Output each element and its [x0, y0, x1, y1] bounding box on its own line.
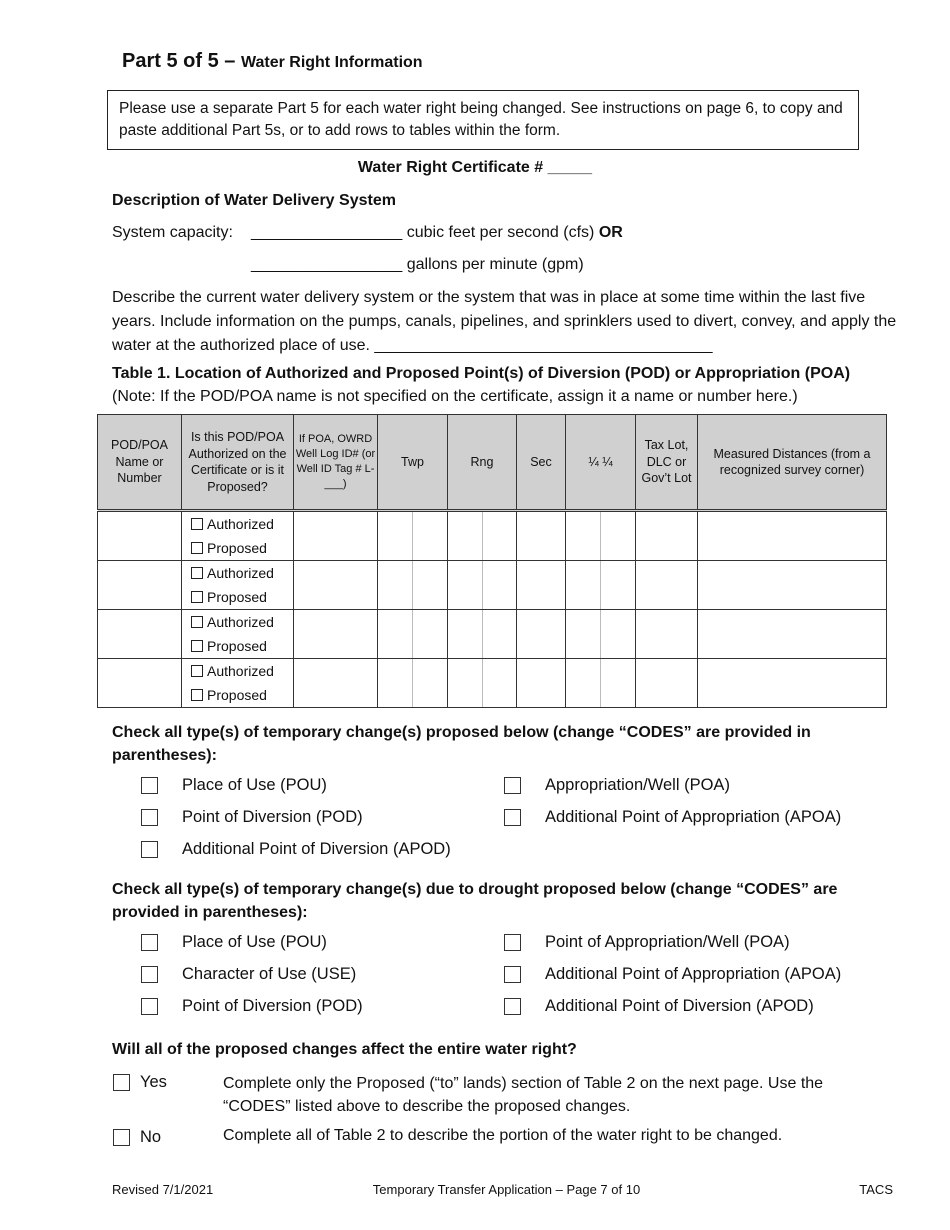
twp-dir-cell[interactable]	[413, 511, 448, 561]
table1-title: Table 1. Location of Authorized and Proposed Point(s) of Diversion (POD) or Appropriation (POA)	[112, 365, 851, 382]
col-sec-header: Sec	[517, 415, 566, 511]
pod-table	[97, 414, 887, 708]
proposed-checkbox[interactable]	[191, 640, 203, 652]
cfs-line	[251, 224, 623, 242]
name-cell[interactable]	[98, 659, 182, 708]
taxlot-cell[interactable]	[636, 561, 698, 610]
temp-changes-heading: Check all type(s) of temporary change(s) proposed below (change “CODES” are provided in parentheses):	[112, 724, 811, 764]
name-cell[interactable]	[98, 511, 182, 561]
qq2-cell[interactable]	[601, 561, 636, 610]
delivery-heading: Description of Water Delivery System	[112, 192, 396, 209]
col-distances-header: Measured Distances (from a recognized survey corner)	[698, 415, 887, 511]
table1-note: (Note: If the POD/POA name is not specified on the certificate, assign it a name or number here.)	[112, 388, 798, 405]
qq1-cell[interactable]	[566, 659, 601, 708]
yes-checkbox[interactable]	[113, 1074, 130, 1091]
or-text: OR	[598, 224, 623, 241]
no-label: No	[140, 1128, 162, 1146]
capacity-label: System capacity:	[112, 224, 233, 241]
temp-option-pod[interactable]	[141, 808, 363, 827]
cfs-text: cubic feet per second (cfs)	[406, 224, 595, 241]
proposed-label: Proposed	[207, 589, 267, 605]
drought-poa-label: Point of Appropriation/Well (POA)	[545, 933, 790, 951]
rng-cell[interactable]	[448, 610, 483, 659]
drought-option-apod[interactable]	[504, 997, 814, 1016]
twp-cell[interactable]	[378, 511, 413, 561]
drought-apoa-checkbox[interactable]	[504, 966, 521, 983]
well-cell[interactable]	[294, 511, 378, 561]
temp-apoa-checkbox[interactable]	[504, 809, 521, 826]
distances-cell[interactable]	[698, 511, 887, 561]
proposed-option[interactable]	[182, 683, 293, 707]
temp-option-apod[interactable]	[141, 840, 451, 859]
col-taxlot-header: Tax Lot, DLC or Gov’t Lot	[636, 415, 698, 511]
distances-cell[interactable]	[698, 561, 887, 610]
drought-pod-checkbox[interactable]	[141, 998, 158, 1015]
twp-dir-cell[interactable]	[413, 561, 448, 610]
col-rng-header: Rng	[448, 415, 517, 511]
drought-option-poa[interactable]	[504, 933, 790, 952]
qq2-cell[interactable]	[601, 511, 636, 561]
qq1-cell[interactable]	[566, 610, 601, 659]
proposed-checkbox[interactable]	[191, 689, 203, 701]
delivery-description[interactable]: Describe the current water delivery system or the system that was in place at some time within the last five years. Include information on the pumps, canals, pipelines, and sprinklers used to divert, convey, and apply the water at the authorized place of use. ______________________________________	[112, 289, 897, 354]
no-option[interactable]	[113, 1128, 161, 1147]
col-qq-header: ¼ ¼	[566, 415, 636, 511]
drought-option-pod[interactable]	[141, 997, 363, 1016]
proposed-label: Proposed	[207, 540, 267, 556]
no-checkbox[interactable]	[113, 1129, 130, 1146]
temp-pou-checkbox[interactable]	[141, 777, 158, 794]
authorized-checkbox[interactable]	[191, 567, 203, 579]
entire-right-question: Will all of the proposed changes affect the entire water right?	[112, 1041, 577, 1058]
part-subtitle: Water Right Information	[240, 54, 423, 71]
drought-use-label: Character of Use (USE)	[182, 965, 357, 983]
proposed-label: Proposed	[207, 638, 267, 654]
well-cell[interactable]	[294, 659, 378, 708]
temp-poa-label: Appropriation/Well (POA)	[545, 776, 730, 794]
authorized-label: Authorized	[207, 614, 274, 630]
status-cell	[182, 511, 294, 561]
part-label: Part 5 of 5 –	[122, 50, 236, 72]
temp-pod-label: Point of Diversion (POD)	[182, 808, 363, 826]
authorized-checkbox[interactable]	[191, 518, 203, 530]
table-row	[98, 511, 887, 561]
authorized-option[interactable]	[182, 659, 293, 683]
drought-apoa-label: Additional Point of Appropriation (APOA)	[545, 965, 842, 983]
temp-pod-checkbox[interactable]	[141, 809, 158, 826]
authorized-checkbox[interactable]	[191, 616, 203, 628]
no-instructions: Complete all of Table 2 to describe the portion of the water right to be changed.	[223, 1127, 783, 1144]
gpm-blank[interactable]: _________________	[251, 256, 403, 273]
drought-apod-label: Additional Point of Diversion (APOD)	[545, 997, 814, 1015]
drought-use-checkbox[interactable]	[141, 966, 158, 983]
status-cell	[182, 659, 294, 708]
authorized-option[interactable]	[182, 512, 293, 536]
qq1-cell[interactable]	[566, 561, 601, 610]
temp-pou-label: Place of Use (POU)	[182, 776, 327, 794]
col-name-header: POD/POA Name or Number	[98, 415, 182, 511]
distances-cell[interactable]	[698, 659, 887, 708]
drought-pou-checkbox[interactable]	[141, 934, 158, 951]
taxlot-cell[interactable]	[636, 659, 698, 708]
authorized-option[interactable]	[182, 561, 293, 585]
drought-pod-label: Point of Diversion (POD)	[182, 997, 363, 1015]
yes-option[interactable]	[113, 1073, 167, 1092]
rng-dir-cell[interactable]	[483, 511, 517, 561]
gpm-text: gallons per minute (gpm)	[406, 256, 584, 273]
authorized-option[interactable]	[182, 610, 293, 634]
proposed-checkbox[interactable]	[191, 542, 203, 554]
temp-poa-checkbox[interactable]	[504, 777, 521, 794]
temp-option-apoa[interactable]	[504, 808, 841, 827]
taxlot-cell[interactable]	[636, 511, 698, 561]
proposed-option[interactable]	[182, 536, 293, 560]
notice-box: Please use a separate Part 5 for each water right being changed. See instructions on page 6, to copy and paste additional Part 5s, or to add rows to tables within the form.	[107, 90, 859, 150]
twp-cell[interactable]	[378, 561, 413, 610]
rng-cell[interactable]	[448, 511, 483, 561]
authorized-checkbox[interactable]	[191, 665, 203, 677]
name-cell[interactable]	[98, 561, 182, 610]
yes-instructions: Complete only the Proposed (“to” lands) section of Table 2 on the next page. Use the “CODES” listed above to describe the proposed changes.	[223, 1075, 824, 1115]
rng-cell[interactable]	[448, 659, 483, 708]
drought-pou-label: Place of Use (POU)	[182, 933, 327, 951]
yes-label: Yes	[140, 1073, 167, 1091]
table-row	[98, 610, 887, 659]
proposed-option[interactable]	[182, 634, 293, 658]
drought-option-apoa[interactable]	[504, 965, 841, 984]
temp-apod-label: Additional Point of Diversion (APOD)	[182, 840, 451, 858]
table-row	[98, 561, 887, 610]
authorized-label: Authorized	[207, 663, 274, 679]
sec-cell[interactable]	[517, 561, 566, 610]
twp-dir-cell[interactable]	[413, 610, 448, 659]
col-well-header: If POA, OWRD Well Log ID# (or Well ID Tag # L-___)	[294, 415, 378, 511]
temp-apod-checkbox[interactable]	[141, 841, 158, 858]
rng-dir-cell[interactable]	[483, 561, 517, 610]
drought-option-use[interactable]	[141, 965, 356, 984]
cfs-blank[interactable]: _________________	[251, 224, 403, 241]
rng-cell[interactable]	[448, 561, 483, 610]
footer-page: Temporary Transfer Application – Page 7 of 10	[372, 1182, 641, 1197]
proposed-checkbox[interactable]	[191, 591, 203, 603]
sec-cell[interactable]	[517, 659, 566, 708]
table-row	[98, 659, 887, 708]
certificate-label[interactable]: Water Right Certificate # _____	[357, 159, 593, 176]
gpm-line	[251, 256, 584, 274]
rng-dir-cell[interactable]	[483, 659, 517, 708]
qq2-cell[interactable]	[601, 659, 636, 708]
status-cell	[182, 561, 294, 610]
authorized-label: Authorized	[207, 565, 274, 581]
taxlot-cell[interactable]	[636, 610, 698, 659]
qq2-cell[interactable]	[601, 610, 636, 659]
col-authorized-header: Is this POD/POA Authorized on the Certificate or is it Proposed?	[182, 415, 294, 511]
drought-changes-heading: Check all type(s) of temporary change(s) due to drought proposed below (change “CODES” are provided in parentheses):	[112, 881, 838, 921]
status-cell	[182, 610, 294, 659]
twp-cell[interactable]	[378, 659, 413, 708]
temp-apoa-label: Additional Point of Appropriation (APOA)	[545, 808, 842, 826]
temp-option-pou[interactable]	[141, 776, 327, 795]
sec-cell[interactable]	[517, 610, 566, 659]
page-title	[122, 50, 423, 73]
temp-option-poa[interactable]	[504, 776, 730, 795]
twp-dir-cell[interactable]	[413, 659, 448, 708]
qq1-cell[interactable]	[566, 511, 601, 561]
rng-dir-cell[interactable]	[483, 610, 517, 659]
well-cell[interactable]	[294, 561, 378, 610]
sec-cell[interactable]	[517, 511, 566, 561]
footer-code: TACS	[859, 1182, 893, 1197]
drought-poa-checkbox[interactable]	[504, 934, 521, 951]
proposed-option[interactable]	[182, 585, 293, 609]
name-cell[interactable]	[98, 610, 182, 659]
proposed-label: Proposed	[207, 687, 267, 703]
table-header-row	[98, 415, 887, 511]
authorized-label: Authorized	[207, 516, 274, 532]
well-cell[interactable]	[294, 610, 378, 659]
distances-cell[interactable]	[698, 610, 887, 659]
drought-option-pou[interactable]	[141, 933, 327, 952]
col-twp-header: Twp	[378, 415, 448, 511]
twp-cell[interactable]	[378, 610, 413, 659]
drought-apod-checkbox[interactable]	[504, 998, 521, 1015]
footer-revised: Revised 7/1/2021	[112, 1182, 214, 1197]
